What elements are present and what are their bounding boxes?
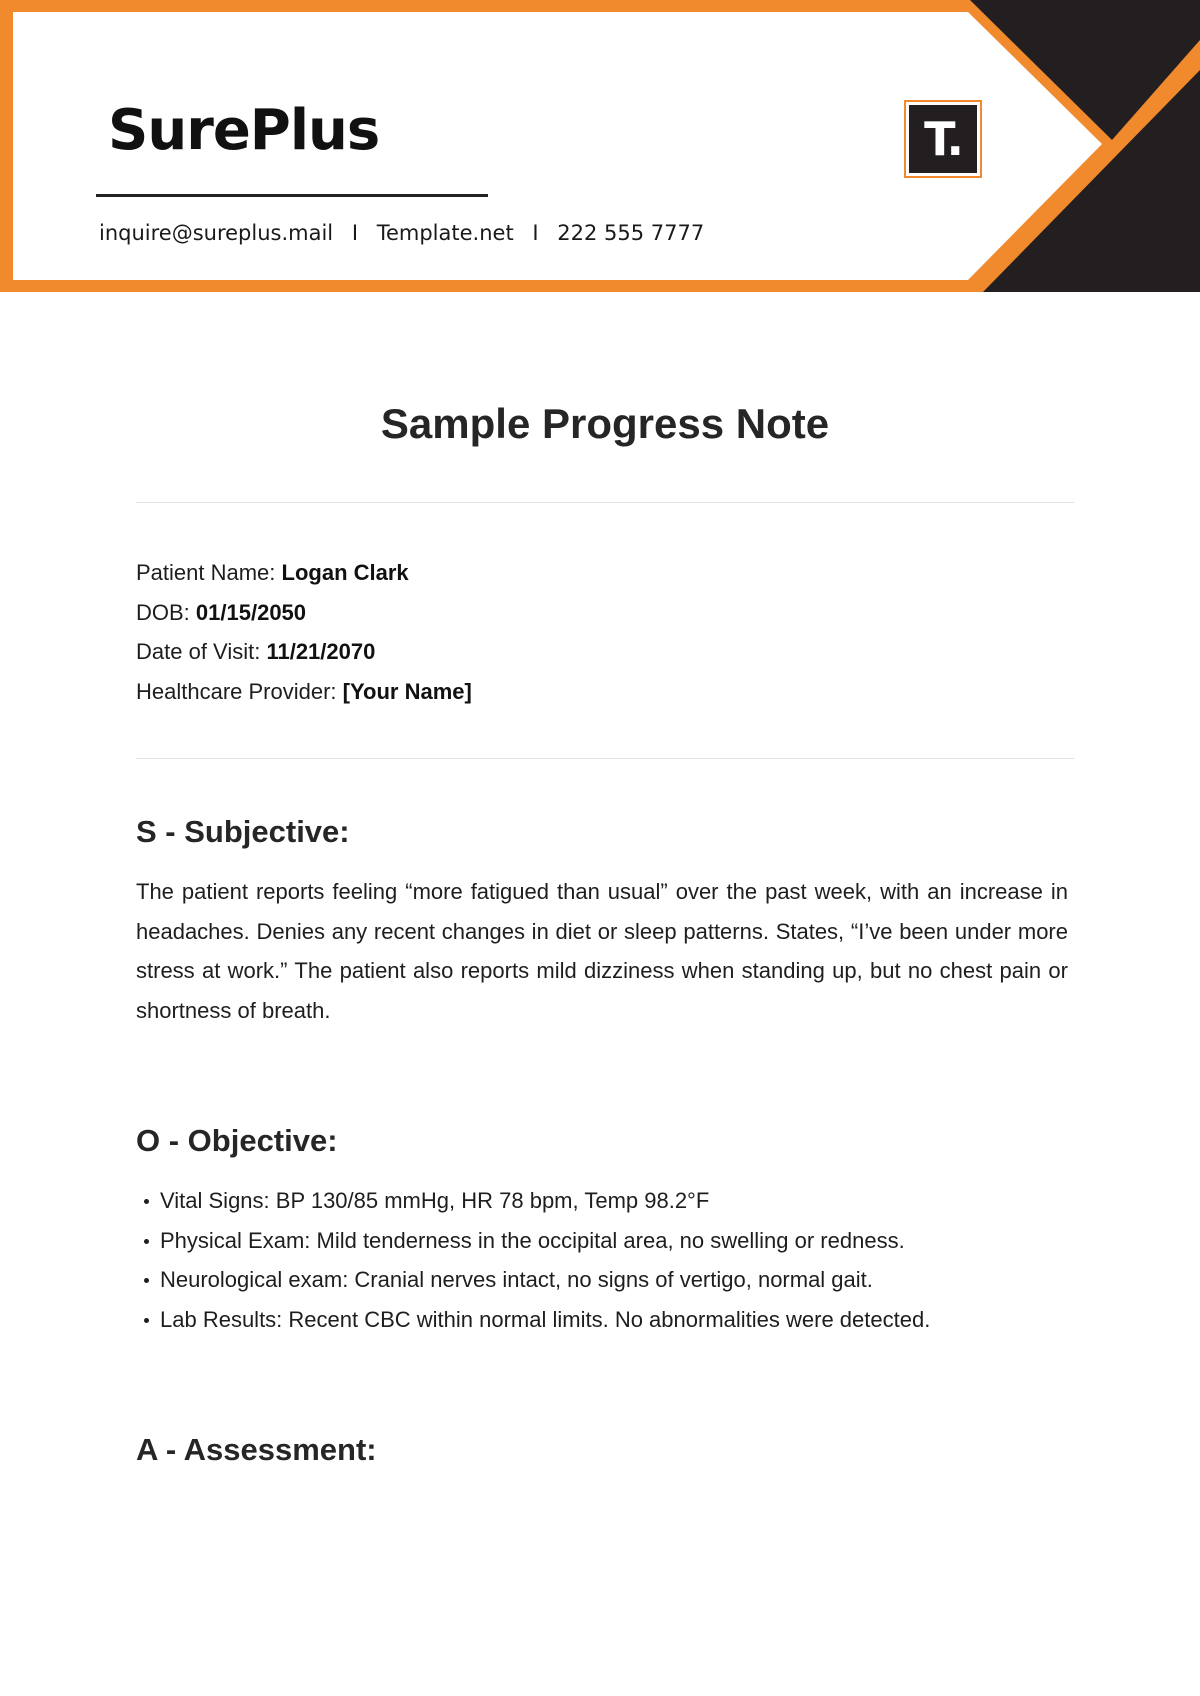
info-divider [136,758,1074,759]
contact-phone: 222 555 7777 [557,221,705,245]
brand-name: SurePlus [108,98,380,163]
contact-separator: I [351,221,359,245]
subjective-heading: S - Subjective: [136,814,350,849]
visit-date-row [136,632,472,672]
document-title: Sample Progress Note [380,400,830,447]
objective-item-lab-results: Lab Results: Recent CBC within normal limits. No abnormalities were detected. [136,1300,930,1340]
contact-line [99,221,704,245]
logo-letter: T. [909,105,977,173]
dob-row [136,593,472,633]
dob-value: 01/15/2050 [195,599,307,625]
assessment-heading: A - Assessment: [136,1432,377,1467]
contact-separator: I [532,221,539,245]
visit-date-value: 11/21/2070 [266,639,376,664]
patient-info [136,553,472,711]
objective-item-neuro-exam: Neurological exam: Cranial nerves intact, no signs of vertigo, normal gait. [136,1260,930,1300]
info-label: Date of Visit: [136,639,261,664]
letterhead [0,0,1200,292]
info-label: Healthcare Provider: [136,678,337,704]
objective-item-physical-exam: Physical Exam: Mild tenderness in the occipital area, no swelling or redness. [136,1221,930,1261]
contact-website: Template.net [376,221,514,245]
patient-name-row [136,553,472,593]
info-label: DOB: [136,599,190,625]
provider-row [136,672,472,712]
objective-list [136,1181,930,1339]
title-divider [136,502,1074,503]
contact-email: inquire@sureplus.mail [99,221,334,245]
info-label: Patient Name: [136,560,276,585]
provider-value: [Your Name] [342,678,472,704]
brand-underline [96,194,488,197]
template-logo-icon [904,100,982,178]
objective-item-vitals: Vital Signs: BP 130/85 mmHg, HR 78 bpm, Temp 98.2°F [136,1181,930,1221]
patient-name-value: Logan Clark [281,560,409,585]
subjective-text: The patient reports feeling “more fatigued than usual” over the past week, with an increase in headaches. Denies any recent changes in diet or sleep patterns. States, “I’ve been under more stress at work.” The patient also reports mild dizziness when standing up, but no chest pain or shortness of breath. [136,879,1068,1023]
objective-heading: O - Objective: [136,1123,338,1158]
